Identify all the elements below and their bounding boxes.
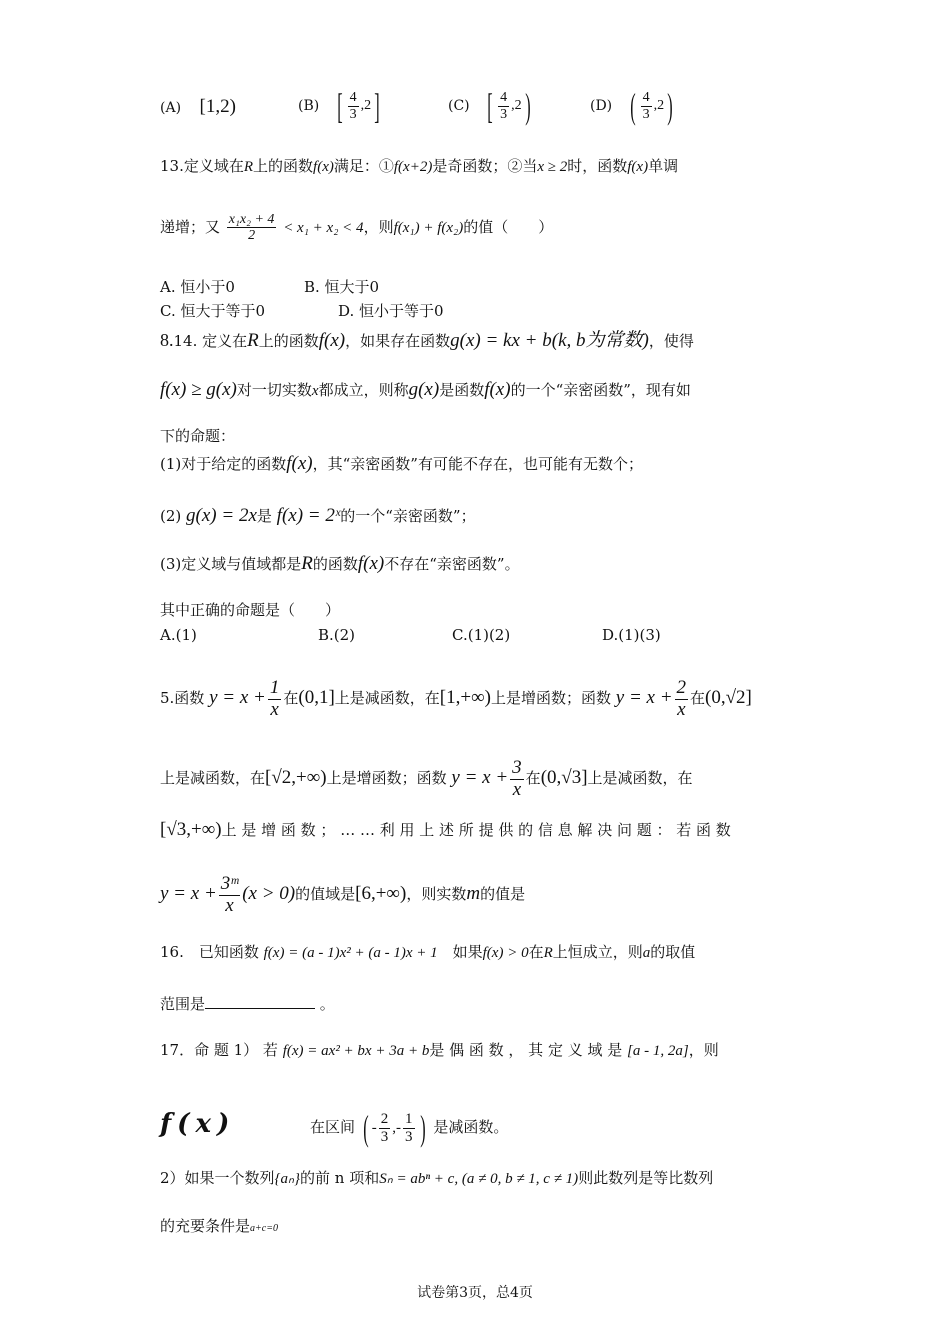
text: 的函数 bbox=[312, 555, 358, 573]
q14-prop3 bbox=[160, 554, 520, 574]
frac-num: x₁x₂ + 4 bbox=[228, 212, 275, 227]
frac-den: 3 bbox=[405, 1128, 413, 1145]
text: (2) bbox=[160, 507, 182, 525]
q17-line2: f(x) 在区间 ( - $\frac{2}{3}$ ,- $\frac{1}{3}$ ) 是减函数。 bbox=[160, 1108, 509, 1148]
text: ，使得 bbox=[648, 332, 694, 350]
math: f(x) bbox=[313, 159, 334, 175]
math: x ≥ 2 bbox=[537, 159, 568, 175]
text: 如果 bbox=[452, 943, 483, 961]
math: R bbox=[301, 553, 313, 574]
q15-line4 bbox=[160, 866, 525, 922]
option-d: D. 恒小于等于0 bbox=[338, 302, 444, 320]
text: (1)对于给定的函数 bbox=[160, 455, 287, 473]
frac-den: 2 bbox=[248, 228, 256, 244]
q17-line1 bbox=[160, 1040, 719, 1061]
frac-den: x bbox=[270, 698, 279, 720]
math: f(x+2) bbox=[393, 159, 433, 175]
math: f(x₁) + f(x₂) bbox=[393, 219, 464, 236]
math: y = x + bbox=[160, 883, 217, 904]
math: (0,√2] bbox=[705, 687, 752, 708]
option-a bbox=[160, 96, 236, 118]
bracket-close: ) bbox=[524, 86, 531, 126]
option-b bbox=[298, 88, 383, 124]
math: [a - 1, 2a] bbox=[627, 1043, 689, 1059]
frac-num: 1 bbox=[269, 676, 280, 698]
option-label: (D) bbox=[590, 98, 613, 114]
frac-den: x bbox=[512, 778, 522, 800]
frac-num: 3 bbox=[512, 756, 522, 778]
q14-line1 bbox=[160, 330, 694, 351]
math: f(x) bbox=[318, 330, 346, 351]
option-c bbox=[448, 88, 534, 124]
q14-prop2 bbox=[160, 506, 476, 526]
text: 对一切实数 bbox=[236, 381, 312, 399]
text: 的前 n 项和 bbox=[300, 1169, 380, 1187]
q14-line2 bbox=[160, 380, 691, 401]
q13-options-1 bbox=[160, 277, 380, 297]
text: ，如果存在函数 bbox=[345, 332, 451, 350]
text: 上的函数 bbox=[258, 332, 319, 350]
frac-num: 2 bbox=[676, 676, 687, 698]
q16-line1 bbox=[160, 942, 695, 963]
text: ，则 bbox=[688, 1041, 719, 1059]
math: a+c=0 bbox=[250, 1223, 278, 1234]
math: < x₁ + x₂ < 4 bbox=[283, 219, 364, 236]
frac-num: 4 bbox=[349, 90, 357, 106]
text: 的一个“亲密函数”，现有如 bbox=[510, 381, 691, 399]
text: ，其“亲密函数”有可能不存在，也可能有无数个； bbox=[312, 455, 643, 473]
text: ，则实数 bbox=[406, 885, 467, 903]
text: 的充要条件是 bbox=[160, 1217, 251, 1235]
frac-num: 2 bbox=[380, 1111, 389, 1127]
frac-num: 4 bbox=[642, 90, 650, 106]
option-tail: ,2 bbox=[653, 98, 665, 113]
math: [6,+∞) bbox=[355, 883, 407, 904]
frac-den: x bbox=[225, 894, 234, 916]
text: 上是增函数；函数 bbox=[490, 689, 611, 707]
text: 都成立，则称 bbox=[318, 381, 409, 399]
frac-den: 3 bbox=[380, 1128, 389, 1145]
math: R bbox=[543, 945, 553, 961]
text: 上是减函数，在 bbox=[587, 769, 693, 787]
prefix: 8. bbox=[160, 330, 174, 350]
q14-options bbox=[160, 625, 661, 645]
q17-line4 bbox=[160, 1216, 278, 1239]
math: g(x) bbox=[408, 379, 440, 400]
text: 。 bbox=[319, 995, 335, 1013]
text: 上是减函数，在 bbox=[334, 689, 440, 707]
math: f(x) ≥ g(x) bbox=[160, 379, 237, 400]
q13-line1 bbox=[160, 156, 678, 177]
text: 是 偶 函 数 ， 其 定 义 域 是 bbox=[429, 1041, 623, 1059]
text: 上 是 增 函 数 ； … … 利 用 上 述 所 提 供 的 信 息 解 决 问 题 ： 若 函 数 bbox=[221, 821, 731, 839]
q15-line2 bbox=[160, 748, 693, 808]
bracket-open: [ bbox=[487, 86, 493, 126]
text: 14. 定义在 bbox=[173, 332, 248, 350]
text: 在 bbox=[690, 689, 706, 707]
text: 在 bbox=[283, 689, 299, 707]
option-label: (A) bbox=[160, 100, 182, 116]
text: 递增；又 bbox=[160, 217, 221, 236]
math: Sₙ = abⁿ + c, (a ≠ 0, b ≠ 1, c ≠ 1) bbox=[379, 1171, 579, 1187]
frac-den: 3 bbox=[500, 106, 508, 122]
q14-line3 bbox=[160, 426, 235, 446]
text: 其中正确的命题是（ ） bbox=[160, 601, 341, 619]
math: y = x + bbox=[209, 687, 266, 708]
text: 不存在“亲密函数”。 bbox=[384, 555, 520, 573]
text: 13.定义域在 bbox=[160, 157, 244, 175]
text: 在区间 bbox=[310, 1118, 356, 1136]
option-a: A.(1) bbox=[160, 626, 197, 644]
page-footer: 试卷第3页，总4页 bbox=[417, 1285, 533, 1301]
frac-den: 3 bbox=[642, 106, 650, 122]
option-a: A. 恒小于0 bbox=[160, 278, 235, 296]
math: f(x) bbox=[286, 453, 313, 474]
text: 上是减函数，在 bbox=[160, 769, 266, 787]
math: g(x) = 2x bbox=[186, 505, 257, 526]
bracket-close: ] bbox=[374, 86, 380, 126]
math: f(x) bbox=[357, 553, 385, 574]
bracket-close: ) bbox=[667, 86, 673, 126]
text: ，则 bbox=[363, 217, 394, 236]
math: g(x) = kx + b(k, b为常数) bbox=[450, 330, 649, 351]
option-b: B.(2) bbox=[318, 626, 356, 644]
frac-den: 3 bbox=[349, 106, 357, 122]
text: 上的函数 bbox=[253, 157, 314, 175]
q15-line3 bbox=[160, 820, 731, 840]
text: 是函数 bbox=[439, 381, 485, 399]
math: f(x) > 0 bbox=[482, 945, 529, 961]
math: m bbox=[466, 883, 481, 904]
math: [√2,+∞) bbox=[265, 767, 327, 788]
option-tail: ,2 bbox=[511, 98, 522, 113]
text: 单调 bbox=[648, 157, 679, 175]
option-d: D.(1)(3) bbox=[602, 626, 661, 644]
math: (x > 0) bbox=[242, 883, 296, 904]
option-label: (C) bbox=[448, 98, 470, 114]
option-label: (B) bbox=[298, 98, 320, 114]
text: 16. 已知函数 bbox=[160, 943, 259, 961]
math: [√3,+∞) bbox=[160, 819, 222, 840]
text: 的一个“亲密函数”； bbox=[340, 507, 476, 525]
math: f(x) bbox=[484, 379, 511, 400]
frac-num: 3ᵐ bbox=[220, 872, 239, 894]
option-b: B. 恒大于0 bbox=[304, 278, 380, 296]
frac-num: 4 bbox=[500, 90, 508, 106]
math: [1,+∞) bbox=[439, 687, 491, 708]
text: 5.函数 bbox=[160, 689, 205, 707]
text: 上是增函数；函数 bbox=[326, 769, 447, 787]
frac-den: x bbox=[677, 698, 686, 720]
bracket-open: ( bbox=[629, 86, 636, 126]
option-d bbox=[590, 88, 676, 124]
text: 下的命题： bbox=[160, 427, 236, 445]
text: 的值（ ） bbox=[463, 217, 554, 236]
math: (0,√3] bbox=[540, 767, 588, 788]
text: (3)定义域与值域都是 bbox=[160, 555, 302, 573]
q14-ask bbox=[160, 600, 340, 620]
text: 17．命 题 1） 若 bbox=[160, 1041, 278, 1059]
text: 2）如果一个数列 bbox=[160, 1169, 275, 1187]
q15-line1 bbox=[160, 668, 752, 728]
text: 满足：① bbox=[333, 157, 394, 175]
option-c: C. 恒大于等于0 bbox=[160, 302, 266, 320]
text: 是 bbox=[256, 507, 272, 525]
option-expr: [1,2) bbox=[199, 96, 236, 117]
option-tail: ,2 bbox=[360, 98, 372, 113]
math: R bbox=[247, 330, 259, 351]
frac-num: 1 bbox=[405, 1111, 413, 1127]
math: f(x) = ax² + bx + 3a + b bbox=[282, 1043, 430, 1059]
text: 是奇函数；②当 bbox=[432, 157, 538, 175]
text: 在 bbox=[525, 769, 541, 787]
math: {aₙ} bbox=[274, 1171, 301, 1187]
math: f(x) bbox=[627, 159, 649, 175]
math: y = x + bbox=[451, 767, 509, 788]
q13-options-2 bbox=[160, 301, 444, 321]
math: a bbox=[642, 945, 651, 961]
q17-line3 bbox=[160, 1168, 713, 1189]
q16-line2 bbox=[160, 994, 335, 1014]
text: 范围是 bbox=[160, 995, 206, 1013]
text: 则此数列是等比数列 bbox=[578, 1169, 714, 1187]
math: f(x) = (a - 1)x² + (a - 1)x + 1 bbox=[263, 945, 438, 961]
q13-line2 bbox=[160, 212, 553, 244]
text: 是减函数。 bbox=[433, 1118, 509, 1136]
bracket-open: [ bbox=[336, 86, 343, 126]
text: 在 bbox=[528, 943, 544, 961]
math: f(x) = 2ˣ bbox=[276, 505, 341, 526]
math: (0,1] bbox=[298, 687, 335, 708]
text: 时，函数 bbox=[567, 157, 628, 175]
answer-blank[interactable] bbox=[205, 994, 315, 1009]
text: 上恒成立，则 bbox=[552, 943, 643, 961]
math-large: f(x) bbox=[160, 1109, 236, 1139]
text: 的取值 bbox=[650, 943, 696, 961]
text: 的值域是 bbox=[295, 885, 356, 903]
q14-prop1 bbox=[160, 454, 643, 474]
math: y = x + bbox=[615, 687, 673, 708]
math: R bbox=[243, 159, 254, 175]
text: 的值是 bbox=[480, 885, 526, 903]
math: x bbox=[311, 383, 319, 399]
option-c: C.(1)(2) bbox=[452, 626, 511, 644]
